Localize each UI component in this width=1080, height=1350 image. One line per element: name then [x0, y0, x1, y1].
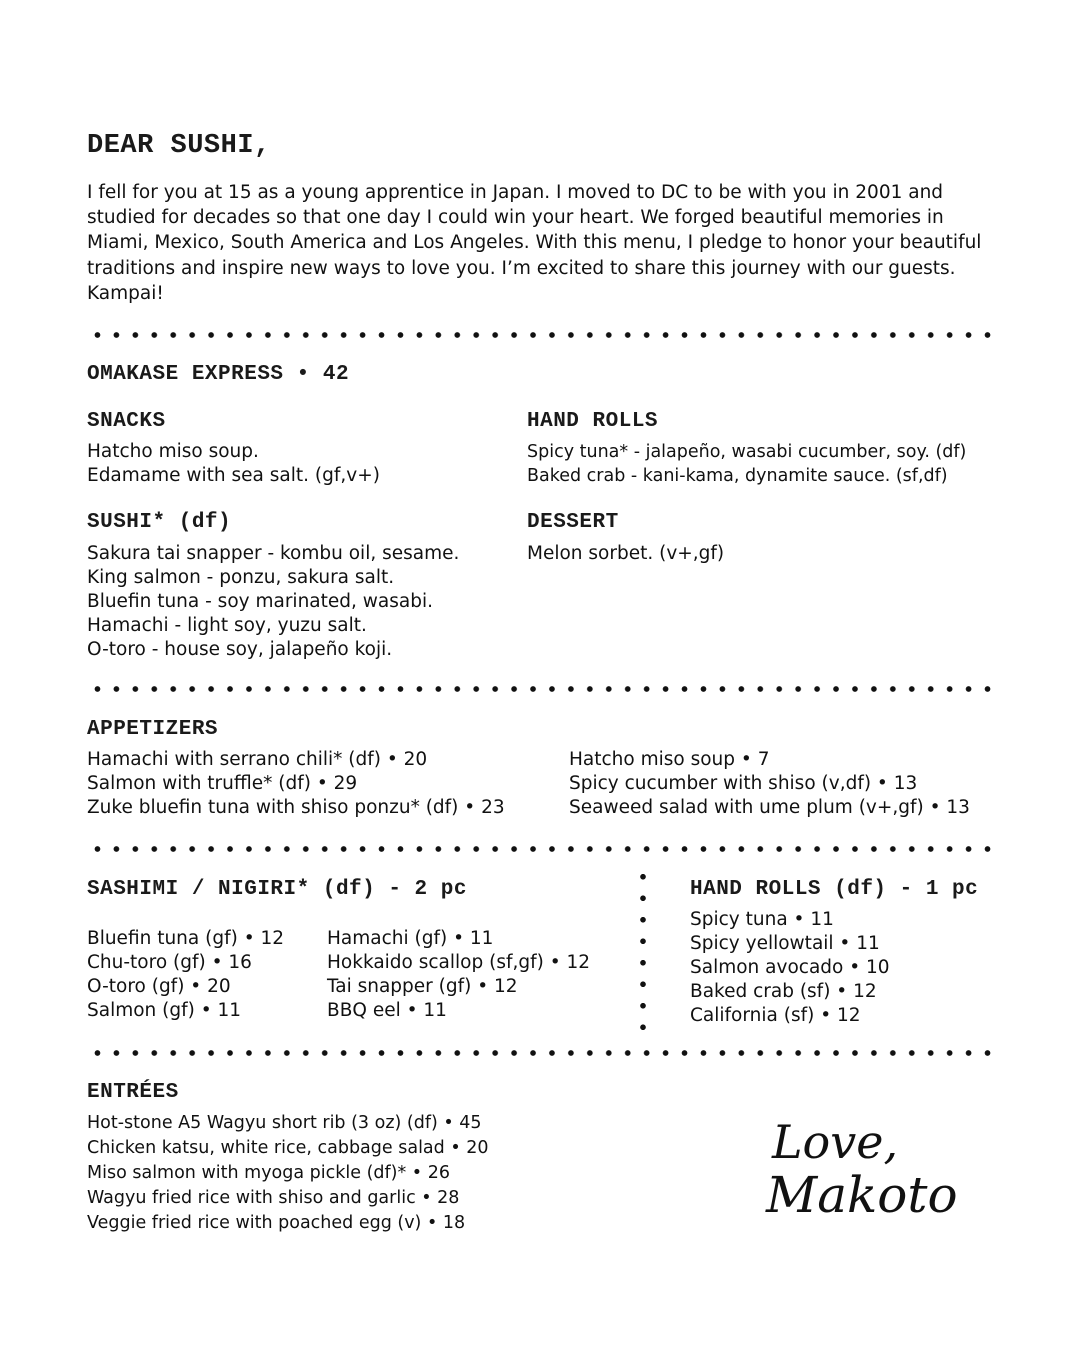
list-item: BBQ eel • 11	[327, 1000, 447, 1021]
appetizers-left-list	[87, 748, 505, 820]
list-item: Hamachi (gf) • 11	[327, 928, 494, 949]
omakase-hand-rolls-title: HAND ROLLS	[527, 410, 659, 433]
list-item: Miso salmon with myoga pickle (df)* • 26	[87, 1163, 450, 1183]
list-item: Spicy tuna • 11	[690, 909, 834, 930]
list-item: Sakura tai snapper - kombu oil, sesame.	[87, 543, 460, 564]
list-item: California (sf) • 12	[690, 1005, 861, 1026]
list-item: King salmon - ponzu, sakura salt.	[87, 567, 395, 588]
list-item: Hokkaido scallop (sf,gf) • 12	[327, 952, 591, 973]
omakase-hand-rolls-list	[527, 440, 966, 488]
snacks-title: SNACKS	[87, 410, 166, 433]
list-item: Bluefin tuna (gf) • 12	[87, 928, 285, 949]
list-item: Hatcho miso soup.	[87, 441, 259, 462]
entrees-title: ENTRÉES	[87, 1081, 179, 1104]
appetizers-right-list	[569, 748, 970, 820]
list-item: Edamame with sea salt. (gf,v+)	[87, 465, 380, 486]
list-item: Baked crab - kani-kama, dynamite sauce. (sf,df)	[527, 466, 948, 486]
list-item: O-toro - house soy, jalapeño koji.	[87, 639, 393, 660]
dessert-title: DESSERT	[527, 511, 619, 534]
signature	[760, 1100, 960, 1240]
list-item: Hot-stone A5 Wagyu short rib (3 oz) (df) • 45	[87, 1113, 482, 1133]
entrees-list	[87, 1111, 488, 1236]
list-item: Salmon avocado • 10	[690, 957, 890, 978]
omakase-title: OMAKASE EXPRESS • 42	[87, 363, 350, 386]
list-item: Tai snapper (gf) • 12	[327, 976, 518, 997]
list-item: Hamachi - light soy, yuzu salt.	[87, 615, 367, 636]
sashimi-col2-list	[327, 927, 590, 1023]
list-item: Zuke bluefin tuna with shiso ponzu* (df) • 23	[87, 797, 505, 818]
list-item: Hatcho miso soup • 7	[569, 749, 770, 770]
dotted-divider	[88, 686, 998, 692]
list-item: Seaweed salad with ume plum (v+,gf) • 13	[569, 797, 970, 818]
hand-rolls-list	[690, 908, 890, 1028]
list-item: Chu-toro (gf) • 16	[87, 952, 252, 973]
dessert-list	[527, 542, 724, 566]
dotted-divider	[88, 846, 998, 852]
hand-rolls-title: HAND ROLLS (df) - 1 pc	[690, 878, 979, 901]
dotted-divider	[88, 1050, 998, 1056]
sushi-list	[87, 542, 459, 662]
list-item: O-toro (gf) • 20	[87, 976, 231, 997]
snacks-list	[87, 440, 380, 488]
list-item: Bluefin tuna - soy marinated, wasabi.	[87, 591, 433, 612]
sashimi-title: SASHIMI / NIGIRI* (df) - 2 pc	[87, 878, 467, 901]
list-item: Wagyu fried rice with shiso and garlic • 28	[87, 1188, 460, 1208]
signature-line2: Makoto	[766, 1166, 958, 1224]
list-item: Hamachi with serrano chili* (df) • 20	[87, 749, 428, 770]
sushi-title: SUSHI* (df)	[87, 511, 232, 534]
list-item: Veggie fried rice with poached egg (v) • 18	[87, 1213, 466, 1233]
appetizers-title: APPETIZERS	[87, 718, 219, 741]
list-item: Chicken katsu, white rice, cabbage salad • 20	[87, 1138, 489, 1158]
list-item: Salmon with truffle* (df) • 29	[87, 773, 358, 794]
list-item: Melon sorbet. (v+,gf)	[527, 543, 725, 564]
letter-body: I fell for you at 15 as a young apprentice in Japan. I moved to DC to be with you in 2001 and studied for decades so that one day I could win your heart. We forged beautiful memories in Miami, Mexico, South America and Los Angeles. With this menu, I pledge to honor your beautiful traditions and inspire new ways to love you. I’m excited to share this journey with our guests. Kampai!	[87, 182, 982, 304]
sashimi-col1-list	[87, 927, 284, 1023]
vertical-dotted-divider	[640, 866, 646, 1038]
list-item: Spicy tuna* - jalapeño, wasabi cucumber, soy. (df)	[527, 442, 967, 462]
dotted-divider	[88, 332, 998, 338]
letter-title: DEAR SUSHI,	[87, 131, 271, 161]
list-item: Baked crab (sf) • 12	[690, 981, 877, 1002]
signature-line1: Love,	[772, 1115, 899, 1169]
list-item: Spicy yellowtail • 11	[690, 933, 880, 954]
list-item: Spicy cucumber with shiso (v,df) • 13	[569, 773, 918, 794]
list-item: Salmon (gf) • 11	[87, 1000, 242, 1021]
